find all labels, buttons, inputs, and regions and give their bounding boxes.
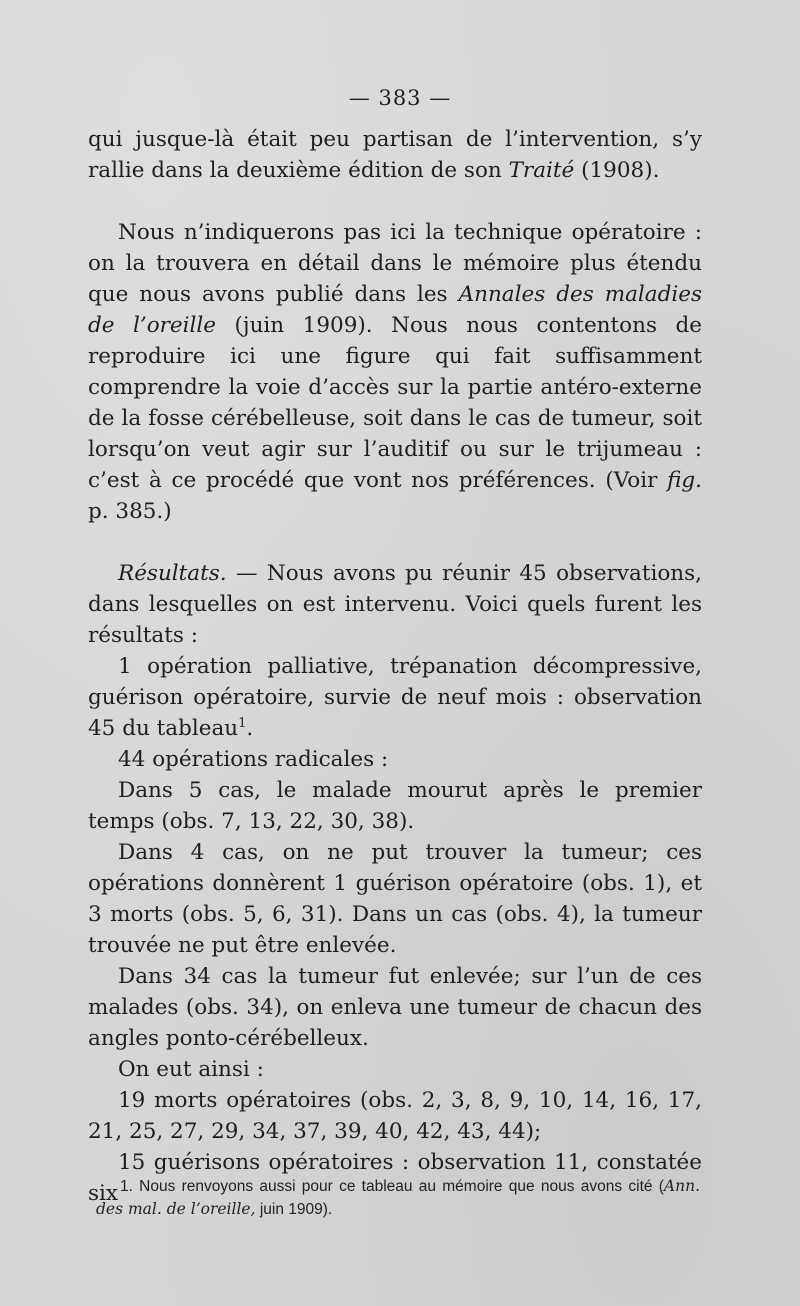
paragraph-four-cases: Dans 4 cas, on ne put trouver la tumeur; ces opérations donnèrent 1 guérison opératoire (obs. 1), et 3 morts (obs. 5, 6, 31). Dans un cas (obs. 4), la tumeur trouvée ne put être enlevée. [88, 840, 702, 958]
footnote-reference: 1 [238, 716, 247, 731]
paragraph-radical: 44 opérations radicales : [118, 747, 389, 772]
paragraph-recoveries: 15 guérisons opératoires : observation 11, constatée six [88, 1150, 702, 1206]
paragraph-on-eut-ainsi: On eut ainsi : [118, 1057, 264, 1082]
paragraph-continuation: qui jusque-là était peu partisan de l’intervention, s’y rallie dans la deuxième édition de son Traité (1908). [88, 127, 702, 183]
footnote: 1. Nous renvoyons aussi pour ce tableau au mémoire que nous avons cité (Ann. des mal. de l’oreille, juin 1909). [96, 1177, 700, 1218]
paragraph-results: Résultats. — Nous avons pu réunir 45 observations, dans lesquelles on est intervenu. Voici quels furent les résultats : [88, 561, 702, 648]
body-text [88, 124, 702, 1209]
paragraph-palliative: 1 opération palliative, trépanation décompressive, guérison opératoire, survie de neuf mois : observation 45 du tableau$^1$. [88, 654, 702, 741]
paragraph-technique: Nous n’indiquerons pas ici la technique opératoire : on la trouvera en détail dans le mémoire plus étendu que nous avons publié dans les Annales des maladies de l’oreille (juin 1909). Nous nous contentons de reproduire ici une figure qui fait suffisamment comprendre la voie d’accès sur la partie antéro-externe de la fosse cérébelleuse, soit dans le cas de tumeur, soit lorsqu’on veut agir sur l’auditif ou sur le trijumeau : c’est à ce procédé que vont nos préférences. (Voir fig. p. 385.) [88, 220, 703, 524]
page-number: — 383 — [348, 86, 452, 110]
paragraph-thirty-four-cases: Dans 34 cas la tumeur fut enlevée; sur l’un de ces malades (obs. 34), on enleva une tumeur de chacun des angles ponto-cérébelleux. [88, 964, 702, 1051]
paragraph-five-cases: Dans 5 cas, le malade mourut après le premier temps (obs. 7, 13, 22, 30, 38). [88, 778, 702, 834]
paragraph-deaths: 19 morts opératoires (obs. 2, 3, 8, 9, 10, 14, 16, 17, 21, 25, 27, 29, 34, 37, 39, 40, 42, 43, 44); [88, 1088, 702, 1144]
